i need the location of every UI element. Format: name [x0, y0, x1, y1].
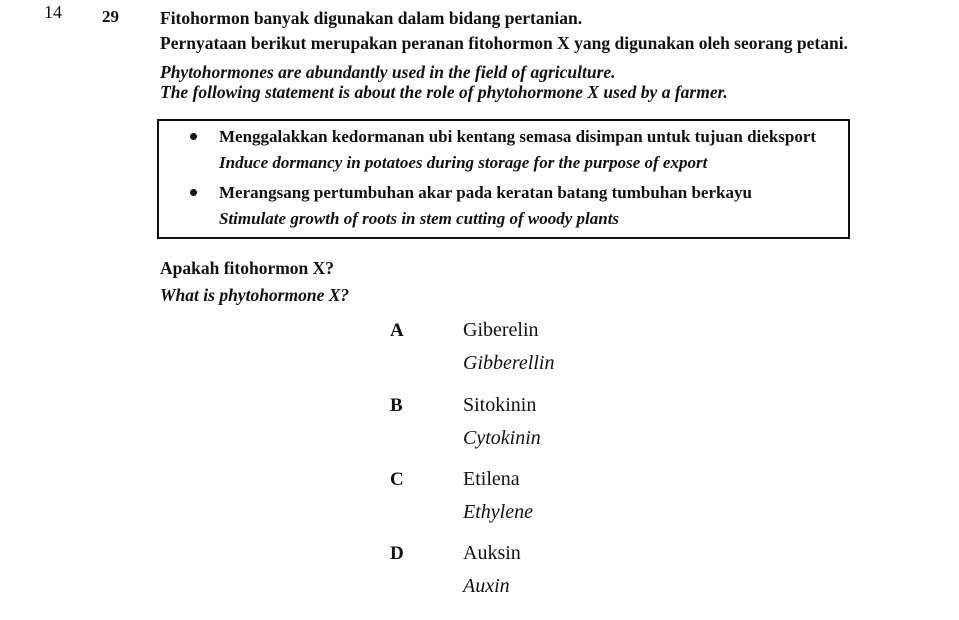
- option-a-malay[interactable]: Giberelin: [463, 319, 539, 341]
- option-c-english[interactable]: Ethylene: [463, 501, 533, 523]
- option-a-english[interactable]: Gibberellin: [463, 352, 555, 374]
- option-d-malay[interactable]: Auksin: [463, 542, 521, 564]
- option-b-english[interactable]: Cytokinin: [463, 427, 541, 449]
- statement-2-english: Stimulate growth of roots in stem cutting of woody plants: [219, 209, 620, 228]
- option-a-letter[interactable]: A: [390, 320, 404, 341]
- option-c-letter[interactable]: C: [390, 469, 404, 490]
- statement-1-english: Induce dormancy in potatoes during storage for the purpose of export: [219, 153, 708, 172]
- option-d-letter[interactable]: D: [390, 543, 404, 564]
- question-number: 29: [102, 7, 119, 26]
- question-english: What is phytohormone X?: [160, 285, 350, 305]
- page-number: 14: [44, 2, 62, 22]
- stem-english-line-2: The following statement is about the role of phytohormone X used by a farmer.: [160, 82, 728, 102]
- option-b-malay[interactable]: Sitokinin: [463, 394, 537, 416]
- option-b-letter[interactable]: B: [390, 395, 403, 416]
- question-malay: Apakah fitohormon X?: [160, 258, 335, 278]
- option-d-english[interactable]: Auxin: [463, 575, 510, 597]
- stem-malay-line-2: Pernyataan berikut merupakan peranan fitohormon X yang digunakan oleh seorang petani.: [160, 33, 848, 53]
- statement-2-malay: Merangsang pertumbuhan akar pada keratan batang tumbuhan berkayu: [219, 183, 752, 202]
- bullet-icon: [190, 133, 197, 140]
- option-c-malay[interactable]: Etilena: [463, 468, 520, 490]
- stem-malay-line-1: Fitohormon banyak digunakan dalam bidang pertanian.: [160, 8, 583, 28]
- stem-english-line-1: Phytohormones are abundantly used in the field of agriculture.: [160, 62, 616, 82]
- statement-1-malay: Menggalakkan kedormanan ubi kentang semasa disimpan untuk tujuan dieksport: [219, 127, 817, 146]
- bullet-icon: [190, 189, 197, 196]
